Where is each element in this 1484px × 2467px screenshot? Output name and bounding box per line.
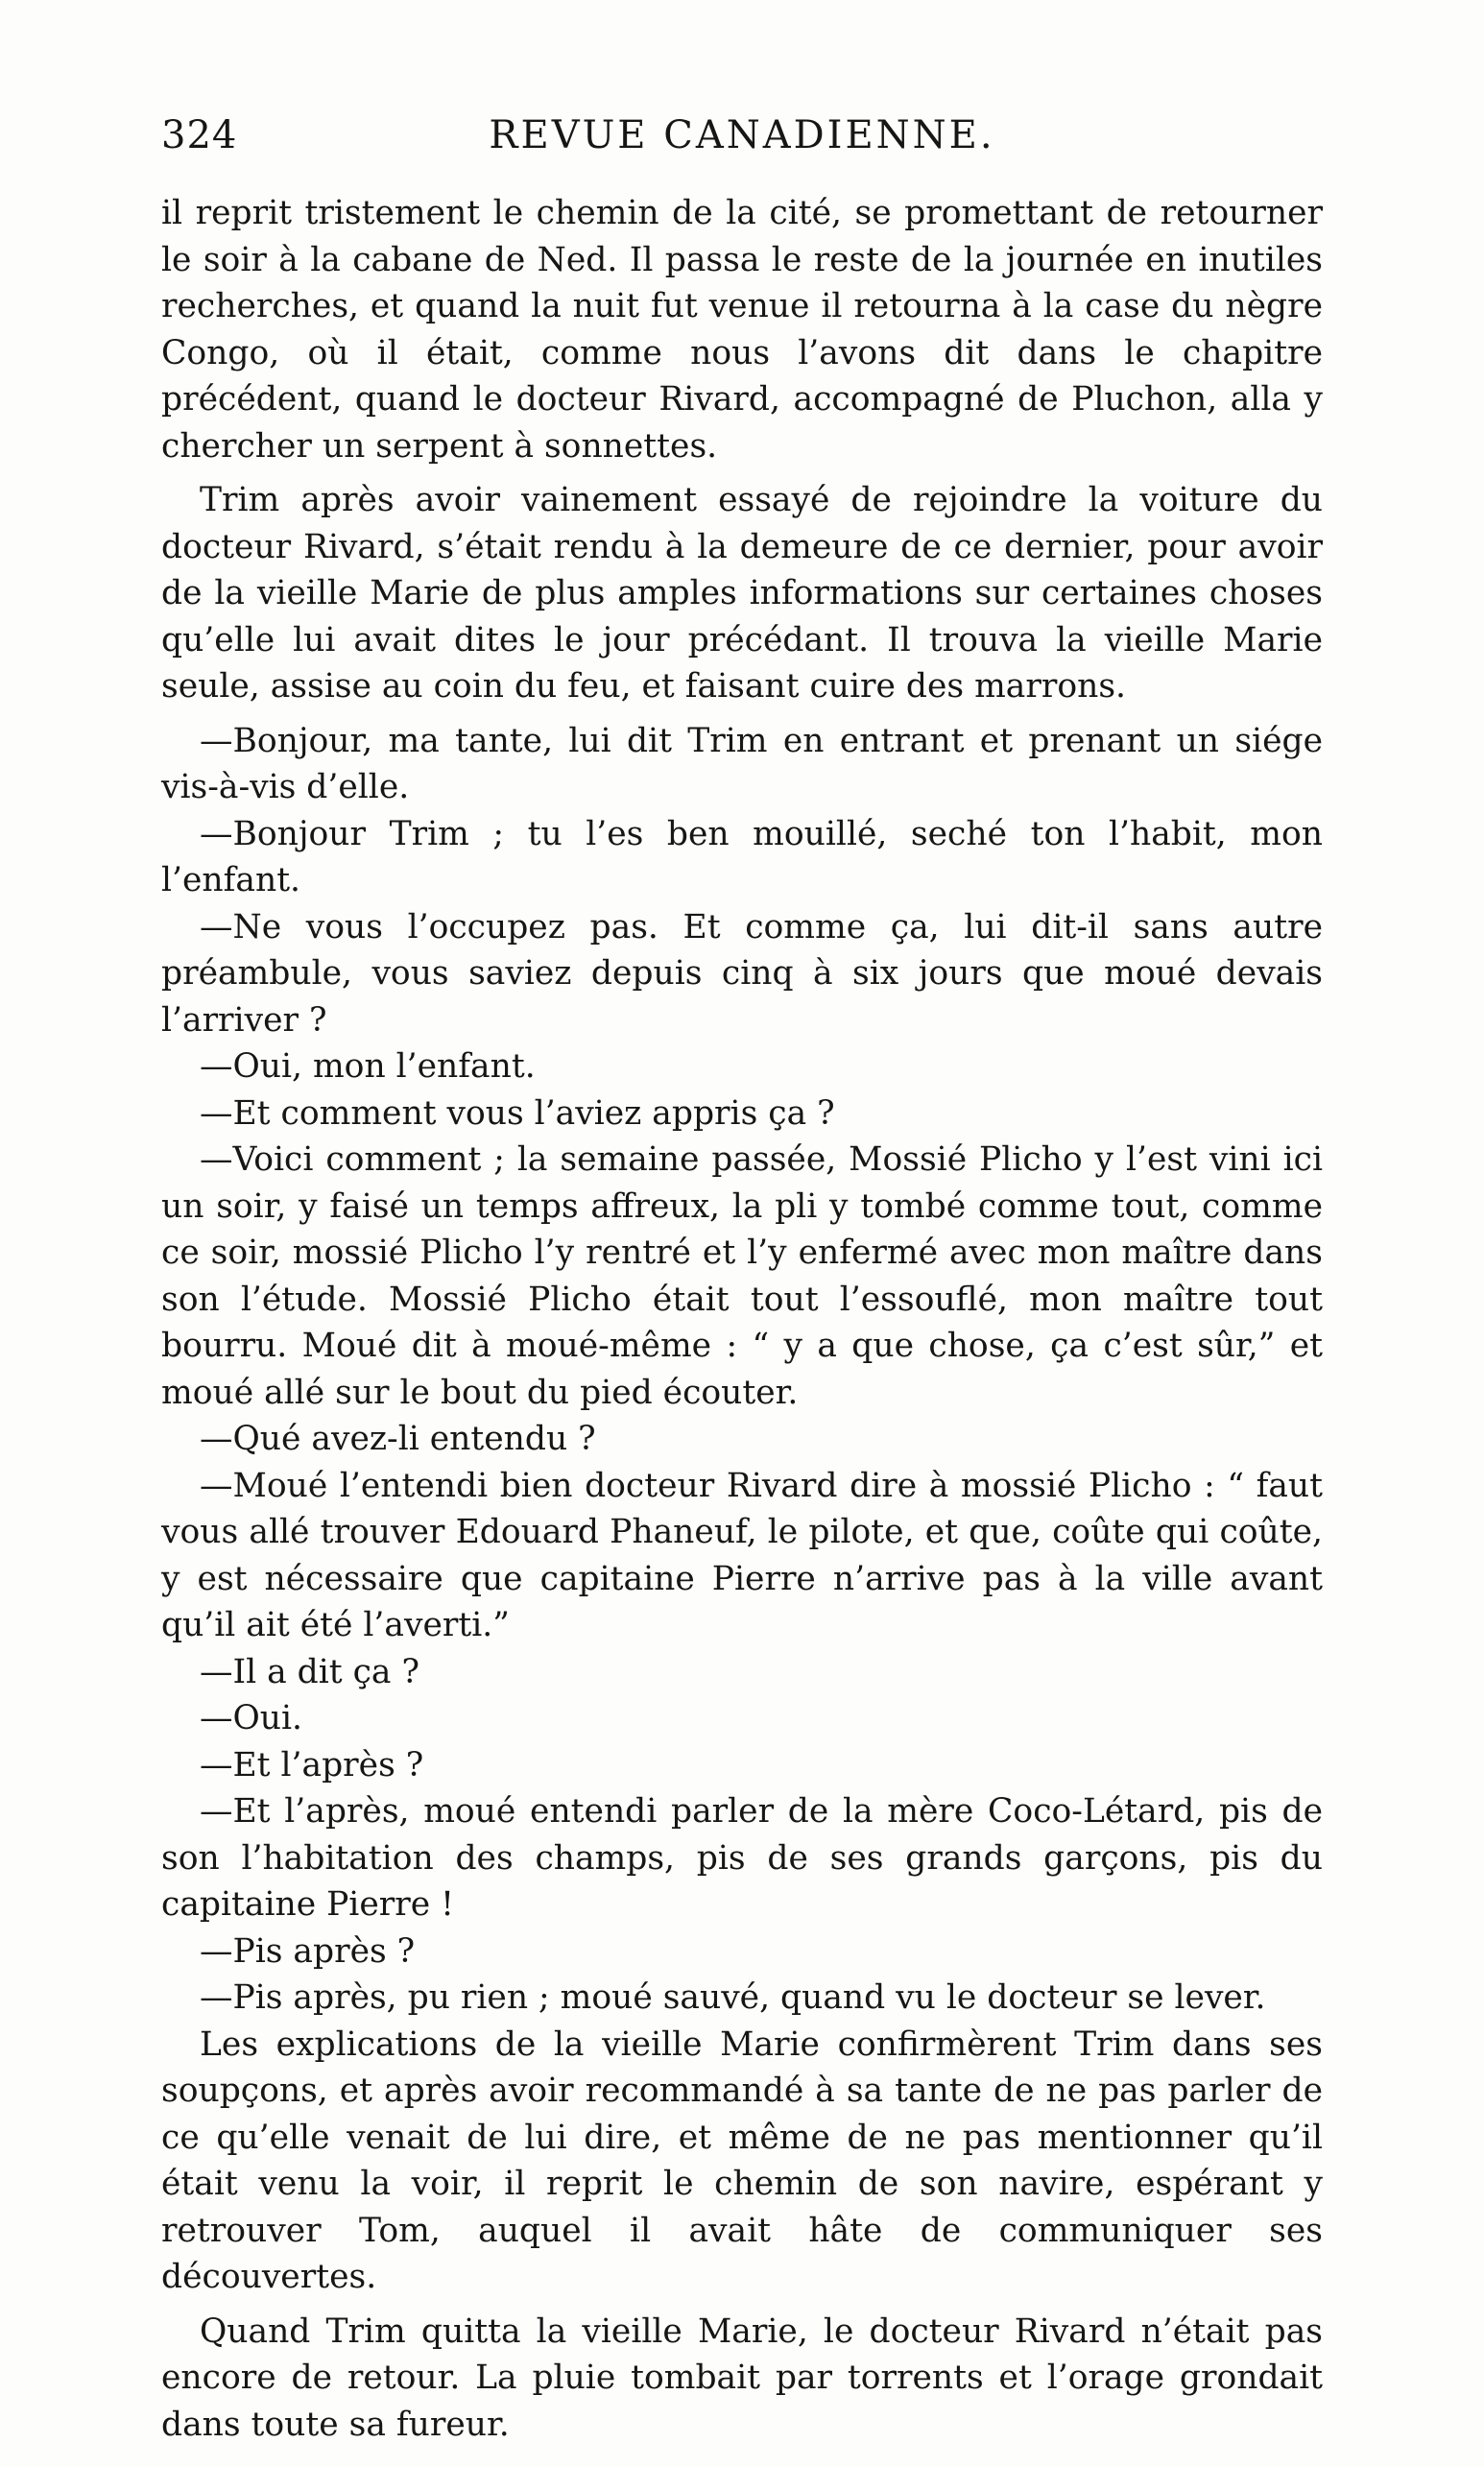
- dialogue-line: —Qué avez-li entendu ?: [200, 1420, 596, 1458]
- dialogue-line: —Bonjour Trim ; tu l’es ben mouillé, seché ton l’habit, mon l’enfant.: [161, 814, 1323, 899]
- paragraph: Les explications de la vieille Marie confirmèrent Trim dans ses soupçons, et après avoir recommandé à sa tante de ne pas parler de ce qu’elle venait de lui dire, et même de ne pas mentionner qu’il était venu la voir, il reprit le chemin de son navire, espérant y retrouver Tom, auquel il avait hâte de communiquer ses découvertes.: [161, 2024, 1323, 2296]
- dialogue-line: —Voici comment ; la semaine passée, Mossié Plicho y l’est vini ici un soir, y faisé un temps affreux, la pli y tombé comme tout, comme ce soir, mossié Plicho l’y rentré et l’y enfermé avec mon maître dans son l’étude. Mossié Plicho était tout l’essouflé, mon maître tout bourru. Moué dit à moué-même : “ y a que chose, ça c’est sûr,” et moué allé sur le bout du pied écouter.: [161, 1140, 1323, 1412]
- dialogue-line: —Et l’après ?: [200, 1745, 424, 1784]
- dialogue-line: —Bonjour, ma tante, lui dit Trim en entrant et prenant un siége vis-à-vis d’elle.: [161, 721, 1323, 806]
- dialogue-line: —Et comment vous l’aviez appris ça ?: [200, 1093, 835, 1133]
- paragraph: Quand Trim quitta la vieille Marie, le docteur Rivard n’était pas encore de retour. La pluie tombait par torrents et l’orage grondait dans toute sa fureur.: [161, 2311, 1323, 2444]
- running-title: REVUE CANADIENNE.: [489, 113, 995, 157]
- dialogue-line: —Oui, mon l’enfant.: [200, 1047, 536, 1086]
- dialogue-line: —Et l’après, moué entendi parler de la mère Coco-Létard, pis de son l’habitation des champs, pis de ses grands garçons, pis du capitaine Pierre !: [161, 1792, 1323, 1924]
- dialogue-line: —Il a dit ça ?: [200, 1652, 419, 1691]
- paragraph: il reprit tristement le chemin de la cité, se promettant de retourner le soir à la cabane de Ned. Il passa le reste de la journée en inutiles recherches, et quand la nuit fut venue il retourna à la case du nègre Congo, où il était, comme nous l’avons dit dans le chapitre précédent, quand le docteur Rivard, accompagné de Pluchon, alla y chercher un serpent à sonnettes.: [161, 194, 1323, 466]
- paragraph: Trim après avoir vainement essayé de rejoindre la voiture du docteur Rivard, s’était rendu à la demeure de ce dernier, pour avoir de la vieille Marie de plus amples informations sur certaines choses qu’elle lui avait dites le jour précédant. Il trouva la vieille Marie seule, assise au coin du feu, et faisant cuire des marrons.: [161, 481, 1323, 706]
- dialogue-line: —Moué l’entendi bien docteur Rivard dire à mossié Plicho : “ faut vous allé trouver Edouard Phaneuf, le pilote, et que, coûte qui coûte, y est nécessaire que capitaine Pierre n’arrive pas à la ville avant qu’il ait été l’averti.”: [161, 1466, 1323, 1644]
- dialogue-line: —Pis après, pu rien ; moué sauvé, quand vu le docteur se lever.: [200, 1978, 1266, 2017]
- dialogue-line: —Pis après ?: [200, 1931, 416, 1971]
- page-number: 324: [161, 113, 238, 157]
- dialogue-line: —Oui.: [200, 1699, 303, 1737]
- dialogue-line: —Ne vous l’occupez pas. Et comme ça, lui dit-il sans autre préambule, vous saviez depuis cinq à six jours que moué devais l’arriver ?: [161, 907, 1323, 1040]
- body-text: [161, 190, 1323, 2448]
- page-header: [161, 113, 1323, 171]
